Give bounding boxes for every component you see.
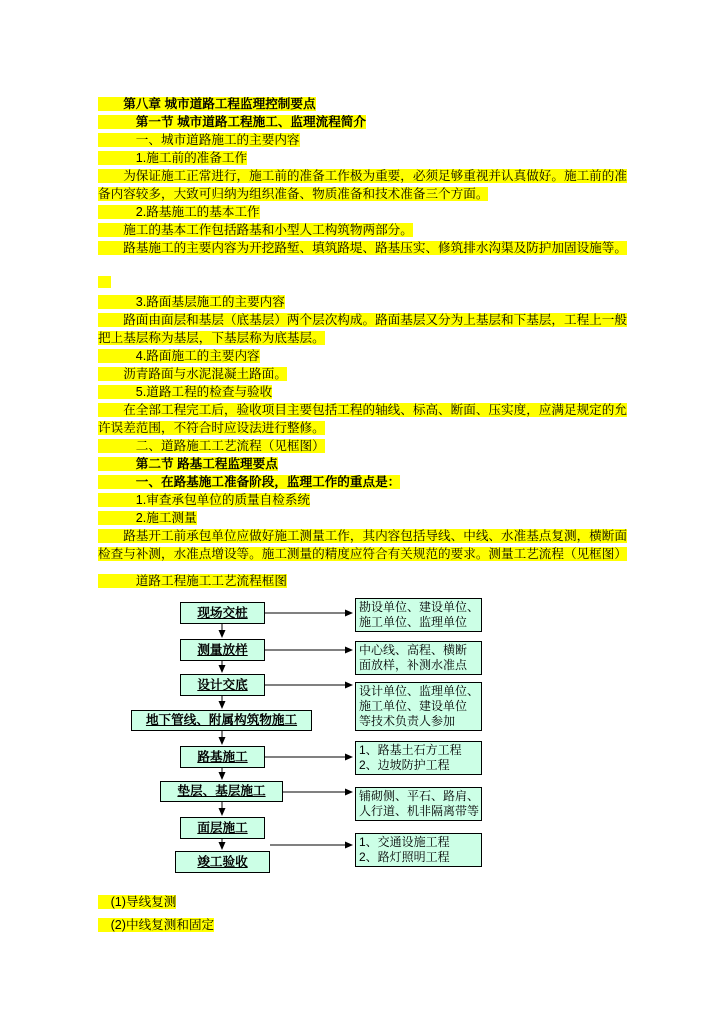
document-content bbox=[98, 95, 633, 939]
flow-step-5 bbox=[180, 746, 265, 768]
paragraph-text: 第一节 城市道路工程施工、监理流程简介 bbox=[98, 115, 366, 129]
flow-step-6 bbox=[160, 781, 283, 802]
document-footer bbox=[98, 893, 633, 934]
side-note-line: 2、边坡防护工程 bbox=[359, 758, 450, 772]
paragraph bbox=[98, 893, 633, 911]
paragraph-text: 在全部工程完工后，验收项目主要包括工程的轴线、标高、断面、压实度，应满足规定的允许误差范围，不符合时应设法进行整修。 bbox=[98, 403, 627, 435]
paragraph bbox=[98, 491, 633, 509]
blank-line bbox=[98, 275, 633, 293]
flow-step-label: 面层施工 bbox=[197, 820, 248, 835]
paragraph bbox=[98, 221, 633, 239]
flow-step-label: 设计交底 bbox=[197, 677, 248, 692]
paragraph-text: 二、道路施工工艺流程（见框图） bbox=[98, 439, 325, 453]
paragraph bbox=[98, 916, 633, 934]
paragraph bbox=[98, 527, 633, 563]
flow-step-4 bbox=[131, 710, 312, 731]
paragraph-text: 道路工程施工工艺流程框图 bbox=[98, 574, 287, 588]
side-note-line: 1、交通设施工程 bbox=[359, 835, 450, 849]
flow-side-note-2 bbox=[355, 641, 482, 675]
paragraph bbox=[98, 509, 633, 527]
paragraph bbox=[98, 149, 633, 167]
paragraph bbox=[98, 293, 633, 311]
paragraph-text: 第八章 城市道路工程监理控制要点 bbox=[98, 97, 316, 111]
side-note-line: 施工单位、建设单位 bbox=[359, 699, 468, 713]
paragraph bbox=[98, 347, 633, 365]
side-note-line: 设计单位、监理单位、 bbox=[359, 684, 480, 698]
paragraph bbox=[98, 239, 633, 257]
paragraph bbox=[98, 113, 633, 131]
paragraph-text: 路基施工的主要内容为开挖路堑、填筑路堤、路基压实、修筑排水沟渠及防护加固设施等。 bbox=[98, 241, 627, 255]
flow-step-label: 现场交桩 bbox=[197, 605, 248, 620]
flow-step-8 bbox=[175, 851, 270, 873]
flow-side-note-3 bbox=[355, 682, 482, 731]
flow-step-2 bbox=[180, 639, 265, 661]
flow-step-7 bbox=[180, 817, 265, 839]
side-note-line: 勘设单位、建设单位、 bbox=[359, 600, 480, 614]
paragraph bbox=[98, 365, 633, 383]
paragraph bbox=[98, 437, 633, 455]
side-note-line: 面放样，补测水准点 bbox=[359, 658, 468, 672]
side-note-line: 2、路灯照明工程 bbox=[359, 850, 450, 864]
paragraph-text: 路基开工前承包单位应做好施工测量工作，其内容包括导线、中线、水准基点复测，横断面检查与补测，水准点增设等。施工测量的精度应符合有关规范的要求。测量工艺流程（见框图） bbox=[98, 529, 627, 561]
paragraph-text: 一、城市道路施工的主要内容 bbox=[98, 133, 300, 147]
flow-step-label: 垫层、基层施工 bbox=[177, 784, 266, 799]
paragraph-text: 2.路基施工的基本工作 bbox=[98, 205, 260, 219]
flow-step-label: 测量放样 bbox=[197, 642, 248, 657]
flow-step-1 bbox=[180, 602, 265, 624]
flow-step-label: 竣工验收 bbox=[197, 854, 248, 869]
flow-side-note-4 bbox=[355, 741, 482, 775]
paragraph-text: 沥青路面与水泥混凝土路面。 bbox=[98, 367, 287, 381]
paragraph-text: 1.审查承包单位的质量自检系统 bbox=[98, 493, 310, 507]
paragraph-text: 一、在路基施工准备阶段，监理工作的重点是： bbox=[98, 475, 400, 489]
flowchart bbox=[98, 597, 633, 889]
paragraph bbox=[98, 401, 633, 437]
document-body bbox=[98, 95, 633, 590]
paragraph bbox=[98, 95, 633, 113]
paragraph-text: 施工的基本工作包括路基和小型人工构筑物两部分。 bbox=[98, 223, 413, 237]
paragraph-text: (2)中线复测和固定 bbox=[98, 918, 214, 932]
paragraph-text: 2.施工测量 bbox=[98, 511, 197, 525]
flow-side-note-1 bbox=[355, 598, 482, 632]
side-note-line: 施工单位、监理单位 bbox=[359, 615, 468, 629]
flow-side-note-5 bbox=[355, 787, 482, 821]
flow-step-label: 地下管线、附属构筑物施工 bbox=[145, 713, 298, 728]
side-note-line: 中心线、高程、横断 bbox=[359, 643, 468, 657]
paragraph-text: 4.路面施工的主要内容 bbox=[98, 349, 260, 363]
flow-step-label: 路基施工 bbox=[197, 749, 248, 764]
paragraph bbox=[98, 473, 633, 491]
side-note-line: 1、路基土石方工程 bbox=[359, 743, 462, 757]
flow-step-3 bbox=[180, 674, 265, 696]
highlight-mark bbox=[98, 258, 111, 270]
paragraph-text: 路面由面层和基层（底基层）两个层次构成。路面基层又分为上基层和下基层，工程上一般把上基层称为基层，下基层称为底基层。 bbox=[98, 313, 627, 345]
highlight-mark bbox=[98, 276, 111, 288]
paragraph-text: 第二节 路基工程监理要点 bbox=[98, 457, 278, 471]
paragraph bbox=[98, 311, 633, 347]
flow-side-note-6 bbox=[355, 833, 482, 867]
paragraph-text: (1)导线复测 bbox=[98, 895, 176, 909]
paragraph bbox=[98, 572, 633, 590]
paragraph bbox=[98, 131, 633, 149]
paragraph-text: 1.施工前的准备工作 bbox=[98, 151, 247, 165]
paragraph-text: 为保证施工正常进行，施工前的准备工作极为重要，必须足够重视并认真做好。施工前的准备内容较多，大致可归纳为组织准备、物质准备和技术准备三个方面。 bbox=[98, 169, 627, 201]
paragraph-text: 3.路面基层施工的主要内容 bbox=[98, 295, 285, 309]
paragraph bbox=[98, 455, 633, 473]
side-note-line: 等技术负责人参加 bbox=[359, 714, 456, 728]
blank-line bbox=[98, 257, 633, 275]
paragraph bbox=[98, 383, 633, 401]
side-note-line: 铺砌侧、平石、路肩、 bbox=[359, 789, 480, 803]
paragraph-text: 5.道路工程的检查与验收 bbox=[98, 385, 272, 399]
paragraph bbox=[98, 203, 633, 221]
side-note-line: 人行道、机非隔离带等 bbox=[359, 804, 480, 818]
paragraph bbox=[98, 167, 633, 203]
